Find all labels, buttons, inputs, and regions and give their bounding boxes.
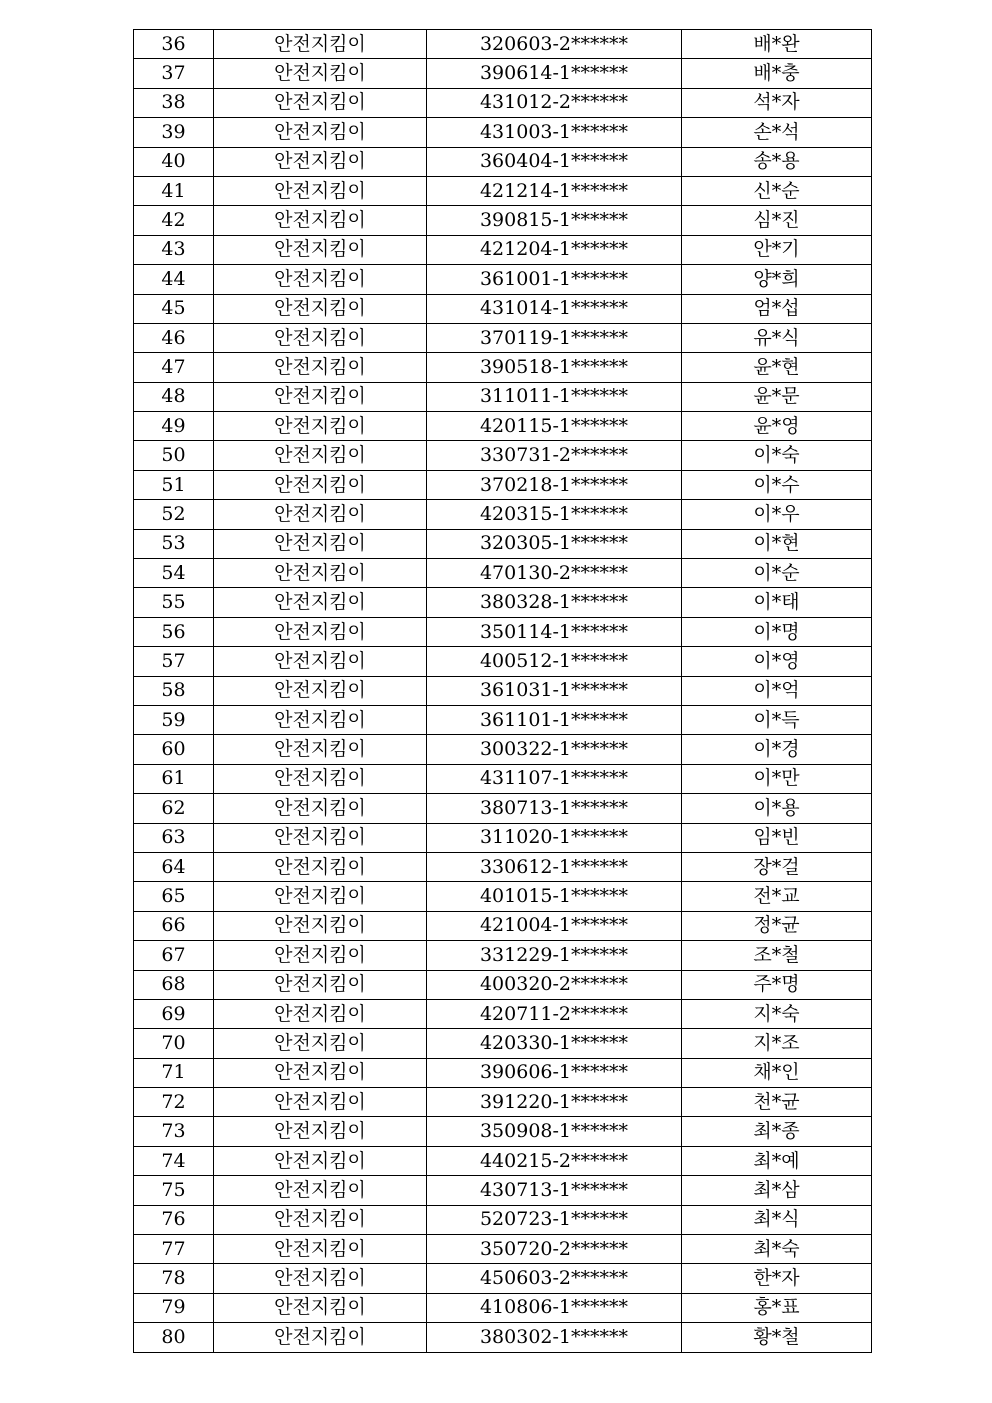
row-number: 68 xyxy=(134,970,214,999)
table-row xyxy=(134,59,872,88)
table-row xyxy=(134,1146,872,1175)
id-number-cell: 421214-1****** xyxy=(427,176,682,205)
role-cell: 안전지킴이 xyxy=(214,852,427,881)
row-number: 72 xyxy=(134,1088,214,1117)
role-cell: 안전지킴이 xyxy=(214,1029,427,1058)
role-cell: 안전지킴이 xyxy=(214,676,427,705)
role-cell: 안전지킴이 xyxy=(214,1264,427,1293)
name-cell: 송*용 xyxy=(682,147,872,176)
role-cell: 안전지킴이 xyxy=(214,88,427,117)
row-number: 51 xyxy=(134,470,214,499)
table-row xyxy=(134,118,872,147)
row-number: 52 xyxy=(134,500,214,529)
table-row xyxy=(134,794,872,823)
id-number-cell: 421004-1****** xyxy=(427,911,682,940)
table-row xyxy=(134,412,872,441)
name-cell: 최*예 xyxy=(682,1146,872,1175)
name-cell: 임*빈 xyxy=(682,823,872,852)
row-number: 66 xyxy=(134,911,214,940)
role-cell: 안전지킴이 xyxy=(214,764,427,793)
table-row xyxy=(134,735,872,764)
role-cell: 안전지킴이 xyxy=(214,1176,427,1205)
role-cell: 안전지킴이 xyxy=(214,559,427,588)
table-row xyxy=(134,1293,872,1322)
name-cell: 지*조 xyxy=(682,1029,872,1058)
name-cell: 이*만 xyxy=(682,764,872,793)
id-number-cell: 380302-1****** xyxy=(427,1323,682,1352)
id-number-cell: 311020-1****** xyxy=(427,823,682,852)
table-row xyxy=(134,1264,872,1293)
row-number: 53 xyxy=(134,529,214,558)
id-number-cell: 331229-1****** xyxy=(427,941,682,970)
role-cell: 안전지킴이 xyxy=(214,30,427,59)
role-cell: 안전지킴이 xyxy=(214,382,427,411)
id-number-cell: 400512-1****** xyxy=(427,647,682,676)
row-number: 38 xyxy=(134,88,214,117)
id-number-cell: 311011-1****** xyxy=(427,382,682,411)
id-number-cell: 350720-2****** xyxy=(427,1235,682,1264)
name-cell: 이*숙 xyxy=(682,441,872,470)
name-cell: 윤*영 xyxy=(682,412,872,441)
table-row xyxy=(134,676,872,705)
row-number: 61 xyxy=(134,764,214,793)
role-cell: 안전지킴이 xyxy=(214,1235,427,1264)
id-number-cell: 350908-1****** xyxy=(427,1117,682,1146)
id-number-cell: 390815-1****** xyxy=(427,206,682,235)
role-cell: 안전지킴이 xyxy=(214,999,427,1028)
name-cell: 이*태 xyxy=(682,588,872,617)
role-cell: 안전지킴이 xyxy=(214,705,427,734)
name-cell: 안*기 xyxy=(682,235,872,264)
name-cell: 최*식 xyxy=(682,1205,872,1234)
row-number: 56 xyxy=(134,617,214,646)
table-row xyxy=(134,1323,872,1352)
role-cell: 안전지킴이 xyxy=(214,647,427,676)
name-cell: 이*수 xyxy=(682,470,872,499)
name-cell: 이*영 xyxy=(682,647,872,676)
table-row xyxy=(134,1205,872,1234)
name-cell: 최*숙 xyxy=(682,1235,872,1264)
role-cell: 안전지킴이 xyxy=(214,1117,427,1146)
id-number-cell: 391220-1****** xyxy=(427,1088,682,1117)
table-row xyxy=(134,323,872,352)
table-row xyxy=(134,470,872,499)
name-cell: 이*경 xyxy=(682,735,872,764)
id-number-cell: 420315-1****** xyxy=(427,500,682,529)
id-number-cell: 431003-1****** xyxy=(427,118,682,147)
row-number: 47 xyxy=(134,353,214,382)
id-number-cell: 520723-1****** xyxy=(427,1205,682,1234)
table-row xyxy=(134,441,872,470)
name-cell: 지*숙 xyxy=(682,999,872,1028)
table-row xyxy=(134,764,872,793)
row-number: 36 xyxy=(134,30,214,59)
role-cell: 안전지킴이 xyxy=(214,118,427,147)
role-cell: 안전지킴이 xyxy=(214,1205,427,1234)
row-number: 37 xyxy=(134,59,214,88)
row-number: 70 xyxy=(134,1029,214,1058)
id-number-cell: 410806-1****** xyxy=(427,1293,682,1322)
name-cell: 심*진 xyxy=(682,206,872,235)
table-row xyxy=(134,1088,872,1117)
id-number-cell: 420115-1****** xyxy=(427,412,682,441)
id-number-cell: 431014-1****** xyxy=(427,294,682,323)
role-cell: 안전지킴이 xyxy=(214,823,427,852)
id-number-cell: 431107-1****** xyxy=(427,764,682,793)
row-number: 50 xyxy=(134,441,214,470)
role-cell: 안전지킴이 xyxy=(214,1293,427,1322)
role-cell: 안전지킴이 xyxy=(214,1088,427,1117)
name-cell: 장*걸 xyxy=(682,852,872,881)
table-row xyxy=(134,1029,872,1058)
name-cell: 양*희 xyxy=(682,265,872,294)
roster-table xyxy=(133,29,872,1353)
row-number: 79 xyxy=(134,1293,214,1322)
name-cell: 이*현 xyxy=(682,529,872,558)
id-number-cell: 320603-2****** xyxy=(427,30,682,59)
row-number: 65 xyxy=(134,882,214,911)
row-number: 77 xyxy=(134,1235,214,1264)
table-row xyxy=(134,1235,872,1264)
row-number: 78 xyxy=(134,1264,214,1293)
role-cell: 안전지킴이 xyxy=(214,412,427,441)
row-number: 60 xyxy=(134,735,214,764)
row-number: 42 xyxy=(134,206,214,235)
id-number-cell: 380713-1****** xyxy=(427,794,682,823)
table-row xyxy=(134,88,872,117)
name-cell: 황*철 xyxy=(682,1323,872,1352)
name-cell: 천*균 xyxy=(682,1088,872,1117)
name-cell: 배*충 xyxy=(682,59,872,88)
row-number: 63 xyxy=(134,823,214,852)
name-cell: 이*순 xyxy=(682,559,872,588)
row-number: 67 xyxy=(134,941,214,970)
role-cell: 안전지킴이 xyxy=(214,353,427,382)
name-cell: 이*억 xyxy=(682,676,872,705)
row-number: 45 xyxy=(134,294,214,323)
id-number-cell: 350114-1****** xyxy=(427,617,682,646)
role-cell: 안전지킴이 xyxy=(214,1058,427,1087)
name-cell: 신*순 xyxy=(682,176,872,205)
name-cell: 전*교 xyxy=(682,882,872,911)
table-row xyxy=(134,294,872,323)
row-number: 41 xyxy=(134,176,214,205)
id-number-cell: 390606-1****** xyxy=(427,1058,682,1087)
table-row xyxy=(134,382,872,411)
row-number: 48 xyxy=(134,382,214,411)
id-number-cell: 401015-1****** xyxy=(427,882,682,911)
table-row xyxy=(134,176,872,205)
table-row xyxy=(134,999,872,1028)
table-row xyxy=(134,235,872,264)
row-number: 80 xyxy=(134,1323,214,1352)
id-number-cell: 361031-1****** xyxy=(427,676,682,705)
row-number: 76 xyxy=(134,1205,214,1234)
role-cell: 안전지킴이 xyxy=(214,1323,427,1352)
table-row xyxy=(134,265,872,294)
id-number-cell: 450603-2****** xyxy=(427,1264,682,1293)
role-cell: 안전지킴이 xyxy=(214,206,427,235)
row-number: 59 xyxy=(134,705,214,734)
table-row xyxy=(134,970,872,999)
row-number: 58 xyxy=(134,676,214,705)
role-cell: 안전지킴이 xyxy=(214,176,427,205)
role-cell: 안전지킴이 xyxy=(214,588,427,617)
row-number: 74 xyxy=(134,1146,214,1175)
table-row xyxy=(134,206,872,235)
id-number-cell: 420330-1****** xyxy=(427,1029,682,1058)
name-cell: 유*식 xyxy=(682,323,872,352)
name-cell: 윤*현 xyxy=(682,353,872,382)
id-number-cell: 421204-1****** xyxy=(427,235,682,264)
id-number-cell: 370119-1****** xyxy=(427,323,682,352)
id-number-cell: 360404-1****** xyxy=(427,147,682,176)
row-number: 71 xyxy=(134,1058,214,1087)
name-cell: 윤*문 xyxy=(682,382,872,411)
id-number-cell: 380328-1****** xyxy=(427,588,682,617)
row-number: 40 xyxy=(134,147,214,176)
role-cell: 안전지킴이 xyxy=(214,970,427,999)
table-row xyxy=(134,882,872,911)
table-row xyxy=(134,353,872,382)
table-row xyxy=(134,559,872,588)
table-row xyxy=(134,147,872,176)
role-cell: 안전지킴이 xyxy=(214,441,427,470)
id-number-cell: 420711-2****** xyxy=(427,999,682,1028)
table-row xyxy=(134,823,872,852)
role-cell: 안전지킴이 xyxy=(214,265,427,294)
name-cell: 배*완 xyxy=(682,30,872,59)
row-number: 62 xyxy=(134,794,214,823)
role-cell: 안전지킴이 xyxy=(214,794,427,823)
id-number-cell: 361001-1****** xyxy=(427,265,682,294)
row-number: 43 xyxy=(134,235,214,264)
role-cell: 안전지킴이 xyxy=(214,1146,427,1175)
name-cell: 최*종 xyxy=(682,1117,872,1146)
name-cell: 이*우 xyxy=(682,500,872,529)
table-row xyxy=(134,852,872,881)
table-row xyxy=(134,1058,872,1087)
table-row xyxy=(134,647,872,676)
role-cell: 안전지킴이 xyxy=(214,500,427,529)
table-row xyxy=(134,705,872,734)
name-cell: 채*인 xyxy=(682,1058,872,1087)
id-number-cell: 330731-2****** xyxy=(427,441,682,470)
role-cell: 안전지킴이 xyxy=(214,59,427,88)
role-cell: 안전지킴이 xyxy=(214,911,427,940)
role-cell: 안전지킴이 xyxy=(214,470,427,499)
role-cell: 안전지킴이 xyxy=(214,235,427,264)
row-number: 64 xyxy=(134,852,214,881)
row-number: 55 xyxy=(134,588,214,617)
table-row xyxy=(134,617,872,646)
id-number-cell: 440215-2****** xyxy=(427,1146,682,1175)
id-number-cell: 390614-1****** xyxy=(427,59,682,88)
role-cell: 안전지킴이 xyxy=(214,323,427,352)
id-number-cell: 370218-1****** xyxy=(427,470,682,499)
role-cell: 안전지킴이 xyxy=(214,882,427,911)
role-cell: 안전지킴이 xyxy=(214,147,427,176)
table-row xyxy=(134,500,872,529)
table-row xyxy=(134,1176,872,1205)
id-number-cell: 390518-1****** xyxy=(427,353,682,382)
row-number: 49 xyxy=(134,412,214,441)
name-cell: 최*삼 xyxy=(682,1176,872,1205)
row-number: 57 xyxy=(134,647,214,676)
id-number-cell: 320305-1****** xyxy=(427,529,682,558)
name-cell: 손*석 xyxy=(682,118,872,147)
id-number-cell: 431012-2****** xyxy=(427,88,682,117)
row-number: 44 xyxy=(134,265,214,294)
table-row xyxy=(134,1117,872,1146)
roster-body xyxy=(134,30,872,1353)
id-number-cell: 330612-1****** xyxy=(427,852,682,881)
name-cell: 한*자 xyxy=(682,1264,872,1293)
row-number: 39 xyxy=(134,118,214,147)
id-number-cell: 361101-1****** xyxy=(427,705,682,734)
row-number: 73 xyxy=(134,1117,214,1146)
table-row xyxy=(134,529,872,558)
name-cell: 정*균 xyxy=(682,911,872,940)
id-number-cell: 430713-1****** xyxy=(427,1176,682,1205)
id-number-cell: 470130-2****** xyxy=(427,559,682,588)
row-number: 75 xyxy=(134,1176,214,1205)
row-number: 54 xyxy=(134,559,214,588)
table-row xyxy=(134,941,872,970)
table-row xyxy=(134,911,872,940)
row-number: 46 xyxy=(134,323,214,352)
role-cell: 안전지킴이 xyxy=(214,617,427,646)
role-cell: 안전지킴이 xyxy=(214,529,427,558)
table-row xyxy=(134,588,872,617)
name-cell: 엄*섭 xyxy=(682,294,872,323)
name-cell: 주*명 xyxy=(682,970,872,999)
id-number-cell: 400320-2****** xyxy=(427,970,682,999)
name-cell: 홍*표 xyxy=(682,1293,872,1322)
role-cell: 안전지킴이 xyxy=(214,941,427,970)
role-cell: 안전지킴이 xyxy=(214,294,427,323)
role-cell: 안전지킴이 xyxy=(214,735,427,764)
name-cell: 조*철 xyxy=(682,941,872,970)
row-number: 69 xyxy=(134,999,214,1028)
name-cell: 이*명 xyxy=(682,617,872,646)
name-cell: 석*자 xyxy=(682,88,872,117)
name-cell: 이*용 xyxy=(682,794,872,823)
id-number-cell: 300322-1****** xyxy=(427,735,682,764)
table-row xyxy=(134,30,872,59)
name-cell: 이*득 xyxy=(682,705,872,734)
